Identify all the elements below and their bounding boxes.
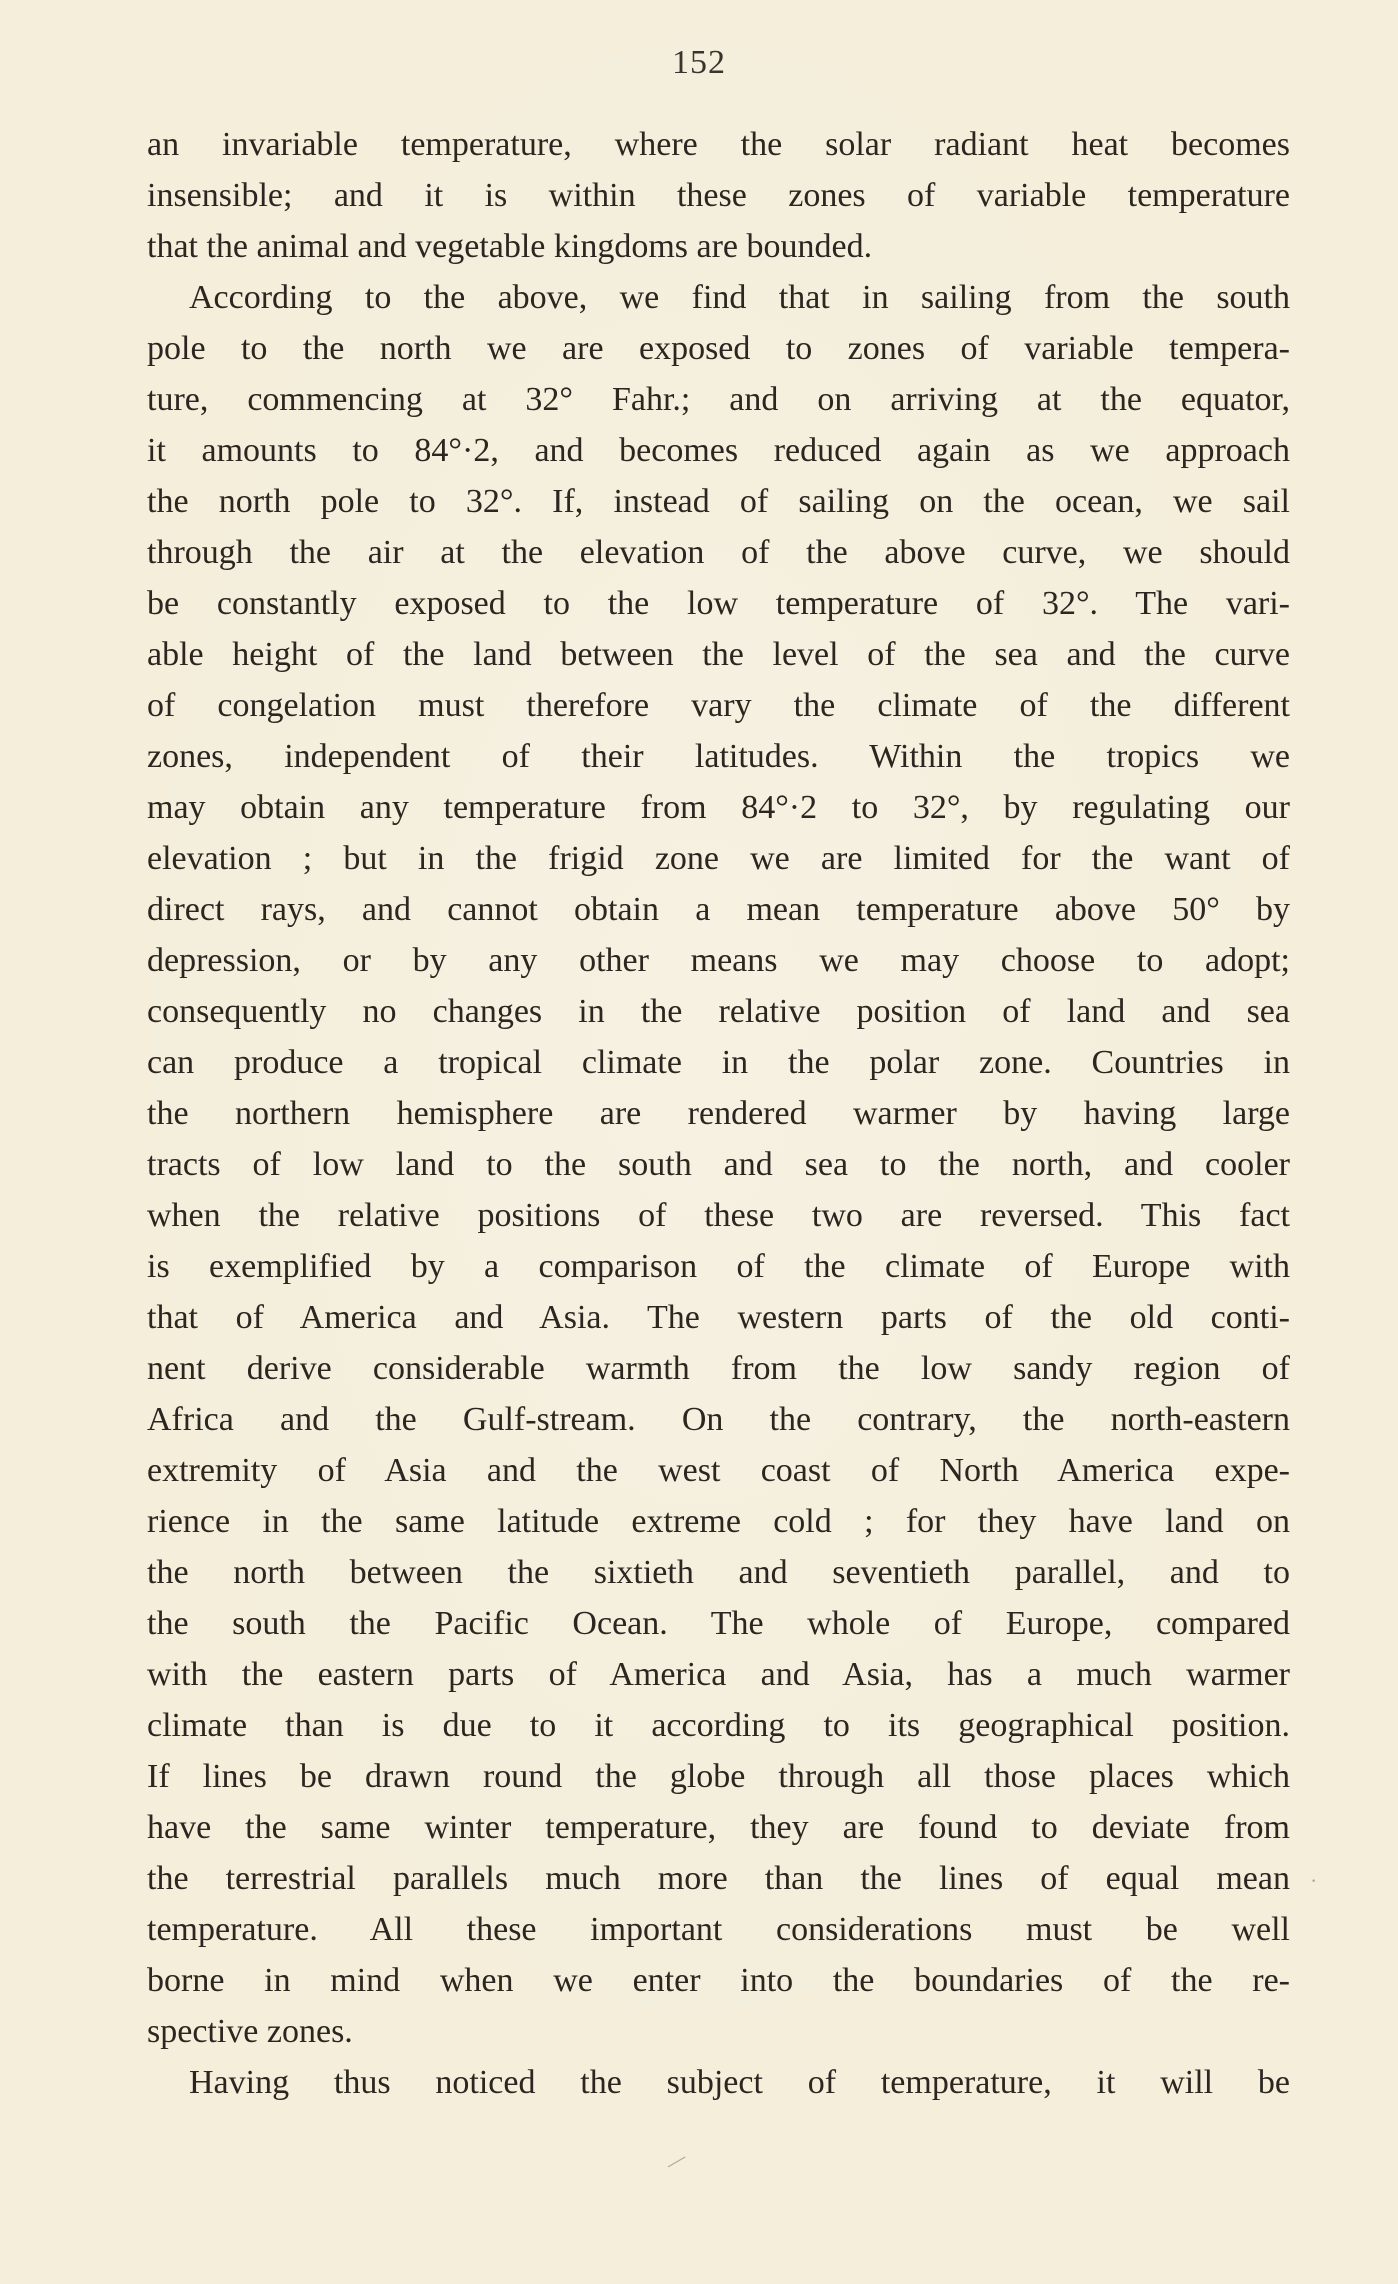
- text-line: borne in mind when we enter into the boundaries of the re-: [147, 1962, 1290, 1999]
- text-line: of congelation must therefore vary the climate of the different: [147, 687, 1290, 724]
- text-line: that the animal and vegetable kingdoms are bounded.: [147, 228, 873, 265]
- text-line: ture, commencing at 32° Fahr.; and on arriving at the equator,: [147, 381, 1290, 418]
- text-line: depression, or by any other means we may choose to adopt;: [147, 942, 1290, 979]
- text-line: be constantly exposed to the low temperature of 32°. The vari-: [147, 585, 1290, 622]
- text-line: elevation ; but in the frigid zone we are limited for the want of: [147, 840, 1290, 877]
- text-line: may obtain any temperature from 84°·2 to 32°, by regulating our: [147, 789, 1290, 826]
- text-line: have the same winter temperature, they are found to deviate from: [147, 1809, 1290, 1846]
- text-line: with the eastern parts of America and Asia, has a much warmer: [147, 1656, 1290, 1693]
- text-line: able height of the land between the level of the sea and the curve: [147, 636, 1290, 673]
- text-line: tracts of low land to the south and sea to the north, and cooler: [147, 1146, 1290, 1183]
- text-line: spective zones.: [147, 2013, 353, 2050]
- text-line: climate than is due to it according to its geographical position.: [147, 1707, 1290, 1744]
- text-line: Africa and the Gulf-stream. On the contrary, the north-eastern: [147, 1401, 1290, 1438]
- text-line: direct rays, and cannot obtain a mean temperature above 50° by: [147, 891, 1290, 928]
- text-line: Having thus noticed the subject of temperature, it will be: [189, 2064, 1290, 2101]
- text-line: zones, independent of their latitudes. Within the tropics we: [147, 738, 1290, 775]
- text-line: is exemplified by a comparison of the climate of Europe with: [147, 1248, 1290, 1285]
- text-line: pole to the north we are exposed to zones of variable tempera-: [147, 330, 1290, 367]
- text-line: the north between the sixtieth and seventieth parallel, and to: [147, 1554, 1290, 1591]
- page-number: 152: [672, 44, 726, 81]
- text-line: an invariable temperature, where the solar radiant heat becomes: [147, 126, 1290, 163]
- text-line: temperature. All these important considerations must be well: [147, 1911, 1290, 1948]
- text-line: consequently no changes in the relative position of land and sea: [147, 993, 1290, 1030]
- paper-pencil-mark: |: [666, 2152, 691, 2169]
- paper-speck-mark: ·: [1310, 1868, 1318, 1893]
- text-line: If lines be drawn round the globe through all those places which: [147, 1758, 1290, 1795]
- text-line: the north pole to 32°. If, instead of sailing on the ocean, we sail: [147, 483, 1290, 520]
- body-text: [147, 119, 1290, 2108]
- text-line: the terrestrial parallels much more than the lines of equal mean: [147, 1860, 1290, 1897]
- text-line: it amounts to 84°·2, and becomes reduced again as we approach: [147, 432, 1290, 469]
- text-line: insensible; and it is within these zones of variable temperature: [147, 177, 1290, 214]
- text-line: the south the Pacific Ocean. The whole of Europe, compared: [147, 1605, 1290, 1642]
- text-line: through the air at the elevation of the above curve, we should: [147, 534, 1290, 571]
- text-line: According to the above, we find that in sailing from the south: [189, 279, 1290, 316]
- text-line: rience in the same latitude extreme cold ; for they have land on: [147, 1503, 1290, 1540]
- text-line: the northern hemisphere are rendered warmer by having large: [147, 1095, 1290, 1132]
- text-line: that of America and Asia. The western parts of the old conti-: [147, 1299, 1290, 1336]
- text-line: when the relative positions of these two are reversed. This fact: [147, 1197, 1290, 1234]
- text-line: nent derive considerable warmth from the low sandy region of: [147, 1350, 1290, 1387]
- text-line: can produce a tropical climate in the polar zone. Countries in: [147, 1044, 1290, 1081]
- text-line: extremity of Asia and the west coast of North America expe-: [147, 1452, 1290, 1489]
